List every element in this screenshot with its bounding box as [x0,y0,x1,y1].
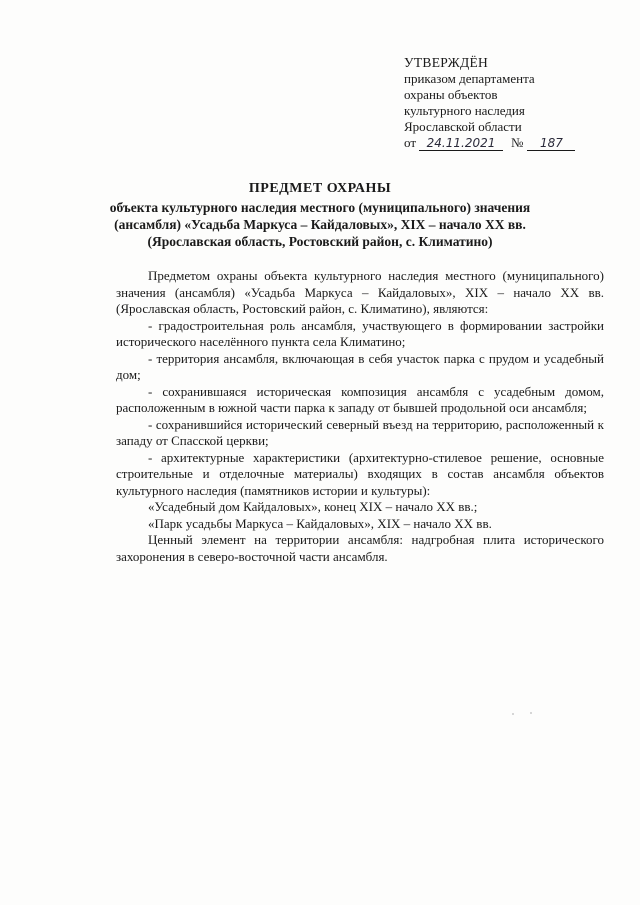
intro-paragraph: Предметом охраны объекта культурного наследия местного (муниципального) значения (ансамбля) «Усадьба Маркуса – Кайдаловых», XIX – начало XX вв. (Ярославская область, Ростовский район, с. Климатино), являются: [116,268,604,316]
scan-speck [530,712,532,714]
list-item-1: - градостроительная роль ансамбля, участвующего в формировании застройки исторического населённого пункта села Климатино; [116,317,604,349]
approval-heading: УТВЕРЖДЁН [404,55,489,70]
scan-speck [512,713,514,715]
approval-line-4: Ярославской области [404,119,522,134]
title-line-3: (Ярославская область, Ростовский район, с. Климатино) [147,234,493,249]
handwritten-date: 24.11.2021 [419,137,503,151]
document-title-block [70,180,570,250]
valuable-element-paragraph: Ценный элемент на территории ансамбля: надгробная плита исторического захоронения в северо-восточной части ансамбля. [116,532,604,564]
from-label: от [404,135,417,150]
approval-line-3: культурного наследия [404,103,525,118]
approval-stamp-block [404,55,624,151]
list-item-5: - архитектурные характеристики (архитектурно-стилевое решение, основные строительные и отделочные материалы) входящих в состав ансамбля объектов культурного наследия (памятников истории и культуры): [116,449,604,498]
title-line-2: (ансамбля) «Усадьба Маркуса – Кайдаловых», XIX – начало XX вв. [114,217,526,232]
title-line-1: объекта культурного наследия местного (муниципального) значения [109,200,531,215]
approval-date-number-row [404,135,624,151]
approval-line-1: приказом департамента [404,71,535,86]
number-label: № [511,135,524,150]
document-body [116,268,604,565]
handwritten-number: 187 [527,137,575,151]
document-title: ПРЕДМЕТ ОХРАНЫ [248,181,392,196]
sub-item-1: «Усадебный дом Кайдаловых», конец XIX – начало XX вв.; [148,499,478,514]
list-item-2: - территория ансамбля, включающая в себя участок парка с прудом и усадебный дом; [116,350,604,382]
list-item-4: - сохранившийся исторический северный въезд на территорию, расположенный к западу от Спасской церкви; [116,416,604,448]
approval-line-2: охраны объектов [404,87,498,102]
list-item-3: - сохранившаяся историческая композиция ансамбля с усадебным домом, расположенным в южной части парка к западу от бывшей продольной оси ансамбля; [116,383,604,415]
sub-item-2: «Парк усадьбы Маркуса – Кайдаловых», XIX – начало XX вв. [148,515,492,531]
